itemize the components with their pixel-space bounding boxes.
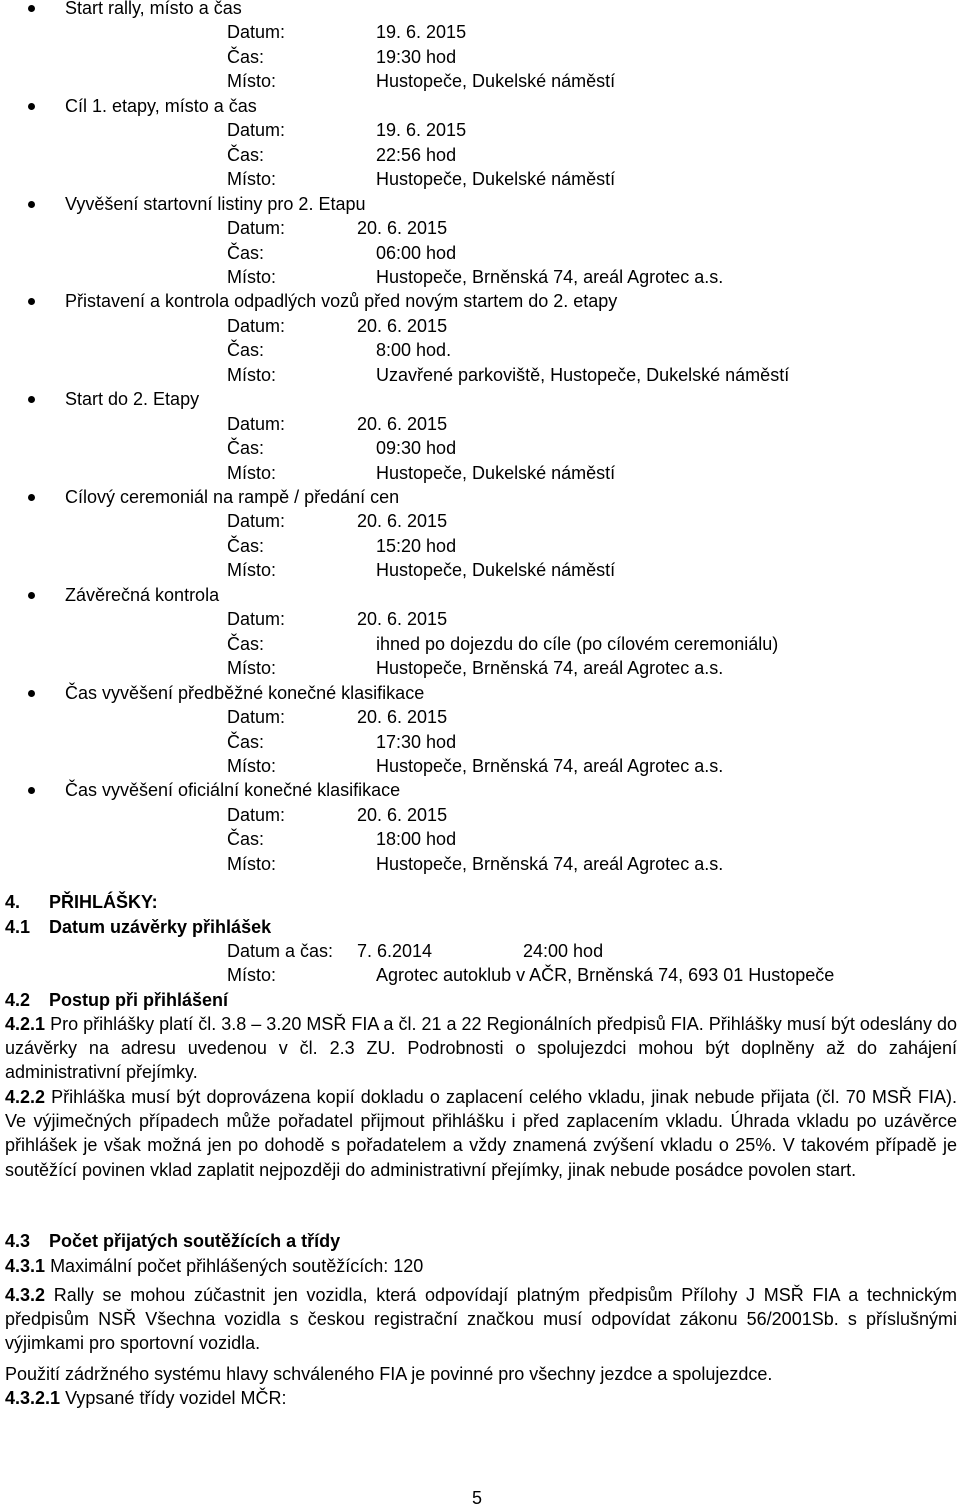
row-value: Hustopeče, Brněnská 74, areál Agrotec a.s. <box>376 853 724 874</box>
schedule-item-title-text: Vyvěšení startovní listiny pro 2. Etapu <box>65 193 366 214</box>
row-label: Čas: <box>227 731 265 752</box>
paragraph-4-3-2-1 <box>5 1386 957 1410</box>
row-value: Hustopeče, Brněnská 74, areál Agrotec a.s. <box>376 266 724 287</box>
schedule-item-title-text: Start rally, místo a čas <box>65 0 242 18</box>
bullet-icon <box>28 592 35 599</box>
row-label: Místo: <box>227 755 277 776</box>
page-number: 5 <box>472 1488 483 1508</box>
section-number: 4.3 <box>5 1231 31 1251</box>
row-value: 20. 6. 2015 <box>357 609 448 630</box>
row-value: Agrotec autoklub v AČR, Brněnská 74, 693 01 Hustopeče <box>376 965 835 985</box>
row-value: 19. 6. 2015 <box>376 120 467 141</box>
section-number: 4. <box>5 892 21 912</box>
bullet-icon <box>28 690 35 697</box>
row-label: Místo: <box>227 169 277 190</box>
row-label: Místo: <box>227 71 277 92</box>
row-label: Místo: <box>227 965 277 985</box>
row-value: Hustopeče, Dukelské náměstí <box>376 462 616 483</box>
bullet-icon <box>28 787 35 794</box>
row-value: 22:56 hod <box>376 144 457 165</box>
row-value: ihned po dojezdu do cíle (po cílovém ceremoniálu) <box>376 633 779 654</box>
row-label: Datum: <box>227 511 286 532</box>
row-label: Čas: <box>227 535 265 556</box>
paragraph-text: Rally se mohou zúčastnit jen vozidla, která odpovídají platným předpisům Přílohy J MSŘ FIA a technickým předpisům NSŘ Všechna vozidla s českou registrační značkou musí odpovídat zákonu 56/2001Sb. s příslušnými výjimkami pro sportovní vozidla. <box>5 1285 957 1354</box>
paragraph-number: 4.3.2 <box>5 1285 46 1305</box>
row-label: Místo: <box>227 462 277 483</box>
row-label: Datum: <box>227 609 286 630</box>
row-label: Datum a čas: <box>227 941 334 961</box>
paragraph-hans <box>5 1362 957 1386</box>
bullet-icon <box>28 103 35 110</box>
schedule-item-title-text: Čas vyvěšení oficiální konečné klasifikace <box>65 780 401 801</box>
row-value: 20. 6. 2015 <box>357 413 448 434</box>
bullet-icon <box>28 298 35 305</box>
row-label: Datum: <box>227 22 286 43</box>
row-label: Datum: <box>227 218 286 239</box>
row-label: Místo: <box>227 658 277 679</box>
section-title: PŘIHLÁŠKY: <box>49 892 158 912</box>
schedule-item-title-text: Cíl 1. etapy, místo a čas <box>65 95 257 116</box>
row-value: 18:00 hod <box>376 829 457 850</box>
paragraph-number: 4.3.2.1 <box>5 1388 61 1408</box>
row-label: Datum: <box>227 120 286 141</box>
row-value: 20. 6. 2015 <box>357 315 448 336</box>
row-label: Datum: <box>227 413 286 434</box>
paragraph-4-2-1 <box>5 1012 957 1085</box>
row-value: 17:30 hod <box>376 731 457 752</box>
section-title: Postup při přihlášení <box>49 990 229 1010</box>
row-label: Čas: <box>227 438 265 459</box>
row-label: Místo: <box>227 364 277 385</box>
schedule-item-title-text: Cílový ceremoniál na rampě / předání cen <box>65 487 400 507</box>
row-value: Hustopeče, Dukelské náměstí <box>376 169 616 190</box>
row-label: Čas: <box>227 46 265 67</box>
section-title: Datum uzávěrky přihlášek <box>49 917 272 937</box>
paragraph-text: Přihláška musí být doprovázena kopií dokladu o zaplacení celého vkladu, jinak nebude přijata (čl. 70 MSŘ FIA). Ve výjimečných případech může pořadatel přijmout přihlášku i před zaplacením vkladu. Úhrada vkladu po uzávěrce přihlášek je však možná jen po dohodě s pořadatelem a vždy znamená zvýšení vkladu o 25%. V takovém případě je soutěžící povinen vklad zaplatit nejpozději do administrativní přejímky, jinak nebude posádce povolen start. <box>5 1087 957 1180</box>
row-label: Místo: <box>227 560 277 581</box>
row-value: 8:00 hod. <box>376 340 452 361</box>
row-label: Čas: <box>227 144 265 165</box>
row-value: Hustopeče, Brněnská 74, areál Agrotec a.s. <box>376 658 724 679</box>
paragraph-text: Vypsané třídy vozidel MČR: <box>65 1388 287 1408</box>
paragraph-4-3-2 <box>5 1283 957 1356</box>
row-label: Čas: <box>227 242 265 263</box>
section-number: 4.2 <box>5 990 31 1010</box>
paragraph-text: Maximální počet přihlášených soutěžících: 120 <box>50 1256 424 1276</box>
paragraph-number: 4.3.1 <box>5 1256 46 1276</box>
paragraph-text: Použití zádržného systému hlavy schváleného FIA je povinné pro všechny jezdce a spolujezdce. <box>5 1364 773 1384</box>
row-label: Datum: <box>227 707 286 728</box>
row-label: Datum: <box>227 315 286 336</box>
section-number: 4.1 <box>5 917 31 937</box>
row-label: Místo: <box>227 266 277 287</box>
paragraph-number: 4.2.2 <box>5 1087 46 1107</box>
row-label: Datum: <box>227 804 286 825</box>
bullet-icon <box>28 201 35 208</box>
row-value: 06:00 hod <box>376 242 457 263</box>
row-value: 20. 6. 2015 <box>357 511 448 532</box>
bullet-icon <box>28 494 35 501</box>
row-value: Hustopeče, Dukelské náměstí <box>376 71 616 92</box>
row-value: 20. 6. 2015 <box>357 707 448 728</box>
section-title: Počet přijatých soutěžících a třídy <box>49 1231 341 1251</box>
schedule-item-title-text: Závěrečná kontrola <box>65 584 220 605</box>
row-value: Hustopeče, Dukelské náměstí <box>376 560 616 581</box>
row-label: Čas: <box>227 829 265 850</box>
paragraph-4-2-2 <box>5 1085 957 1182</box>
row-label: Čas: <box>227 633 265 654</box>
paragraph-4-3-1 <box>5 1254 957 1278</box>
schedule-item-title-text: Start do 2. Etapy <box>65 389 200 410</box>
bullet-icon <box>28 396 35 403</box>
row-label: Čas: <box>227 340 265 361</box>
bullet-icon <box>28 5 35 12</box>
deadline-date: 7. 6.2014 <box>357 941 433 961</box>
row-value: Hustopeče, Brněnská 74, areál Agrotec a.s. <box>376 755 724 776</box>
row-value: 19:30 hod <box>376 46 457 67</box>
schedule-item-title-text: Čas vyvěšení předběžné konečné klasifikace <box>65 682 425 703</box>
row-value: 20. 6. 2015 <box>357 218 448 239</box>
row-label: Místo: <box>227 853 277 874</box>
deadline-time: 24:00 hod <box>523 941 604 961</box>
row-value: 09:30 hod <box>376 438 457 459</box>
row-value: 19. 6. 2015 <box>376 22 467 43</box>
row-value: Uzavřené parkoviště, Hustopeče, Dukelské náměstí <box>376 364 790 385</box>
paragraph-text: Pro přihlášky platí čl. 3.8 – 3.20 MSŘ FIA a čl. 21 a 22 Regionálních předpisů FIA. Přihlášky musí být odeslány do uzávěrky na adresu uvedenou v čl. 2.3 ZU. Podrobnosti o spolujezdci mohou být doplněny až do zahájení administrativní přejímky. <box>5 1014 957 1083</box>
row-value: 20. 6. 2015 <box>357 804 448 825</box>
schedule-item-title-text: Přistavení a kontrola odpadlých vozů před novým startem do 2. etapy <box>65 291 618 312</box>
row-value: 15:20 hod <box>376 535 457 556</box>
paragraph-number: 4.2.1 <box>5 1014 46 1034</box>
